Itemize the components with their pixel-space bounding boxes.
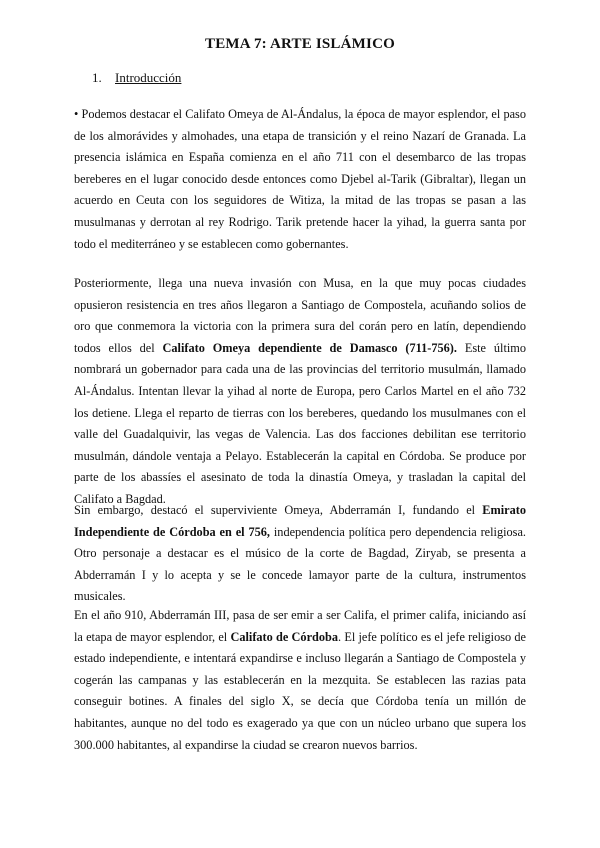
paragraph-intro [74,104,526,255]
paragraph-text: Posteriormente, llega una nueva invasión con Musa, en la que muy pocas ciudades opusieron resistencia en tres años llegaron a Santiago de Compostela, acuñando solios de oro que conmemora la victoria con la primera sura del corán pero en latín, dependiendo todos ellos del [74,276,526,355]
bold-term: Califato Omeya dependiente de Damasco (711-756). [162,340,457,355]
paragraph-text: independencia política pero dependencia religiosa. Otro personaje a destacar es el músico de la corte de Bagdad, Ziryab, se presenta a Abderramán I y lo acepta y se le concede lamayor parte de la cultura, instrumentos musicales. [74,524,526,604]
section-number: 1. [92,70,102,85]
paragraph-text: Sin embargo, destacó el superviviente Omeya, Abderramán I, fundando el [74,503,483,517]
paragraph-text: En el año 910, Abderramán III, pasa de ser emir a ser Califa, el primer califa, iniciando así la etapa de mayor esplendor, el [74,608,526,644]
page-title: TEMA 7: ARTE ISLÁMICO [205,36,395,52]
bold-term: Emirato Independiente de Córdoba en el 756, [74,503,526,539]
paragraph-califato [74,605,526,756]
bold-term: Califato de Córdoba [230,629,339,644]
paragraph-musa [74,273,526,511]
paragraph-text: Este último nombrará un gobernador para cada una de las provincias del territorio musulmán, llamado Al-Ándalus. Intentan llevar la yihad al norte de Europa, pero Carlos Martel en el año 732 los detiene. Llega el reparto de tierras con los bereberes, quedando los musulmanes con el valle del Guadalquivir, las vegas de Valencia. Las dos facciones debilitan ese territorio musulmán, dándole ventaja a Pelayo. Establecerán la capital en Córdoba. Se produce por parte de los abassíes el asesinato de toda la dinastía Omeya, y trasladan la capital del Califato a Bagdad. [74,340,526,506]
section-label: Introducción [115,70,182,85]
section-heading [92,70,181,86]
paragraph-emirato [74,500,526,608]
paragraph-text: • Podemos destacar el Califato Omeya de Al-Ándalus, la época de mayor esplendor, el paso de los almorávides y almohades, una etapa de transición y el reino Nazarí de Granada. La presencia islámica en España comienza en el año 711 con el desembarco de las tropas bereberes en el lugar conocido desde entonces como Djebel al-Tarik (Gibraltar), llegan un acuerdo en Ceuta con los seguidores de Witiza, la mitad de las tropas se pasan a las musulmanas y derrotan al rey Rodrigo. Tarik pretende hacer la yihad, la guerra santa por todo el mediterráneo y se establecen como gobernantes. [74,107,526,251]
paragraph-text: . El jefe político es el jefe religioso de estado independiente, e intentará expandirse e incluso llegarán a Santiago de Compostela y cogerán las campanas y las establecerán en la mezquita. Se establecen las razias pata conseguir botines. A finales del siglo X, se decía que Córdoba tenía un millón de habitantes, aunque no del todo es exagerado ya que con un núcleo urbano que supera los 300.000 habitantes, al expandirse la ciudad se crearon nuevos barrios. [74,629,526,752]
